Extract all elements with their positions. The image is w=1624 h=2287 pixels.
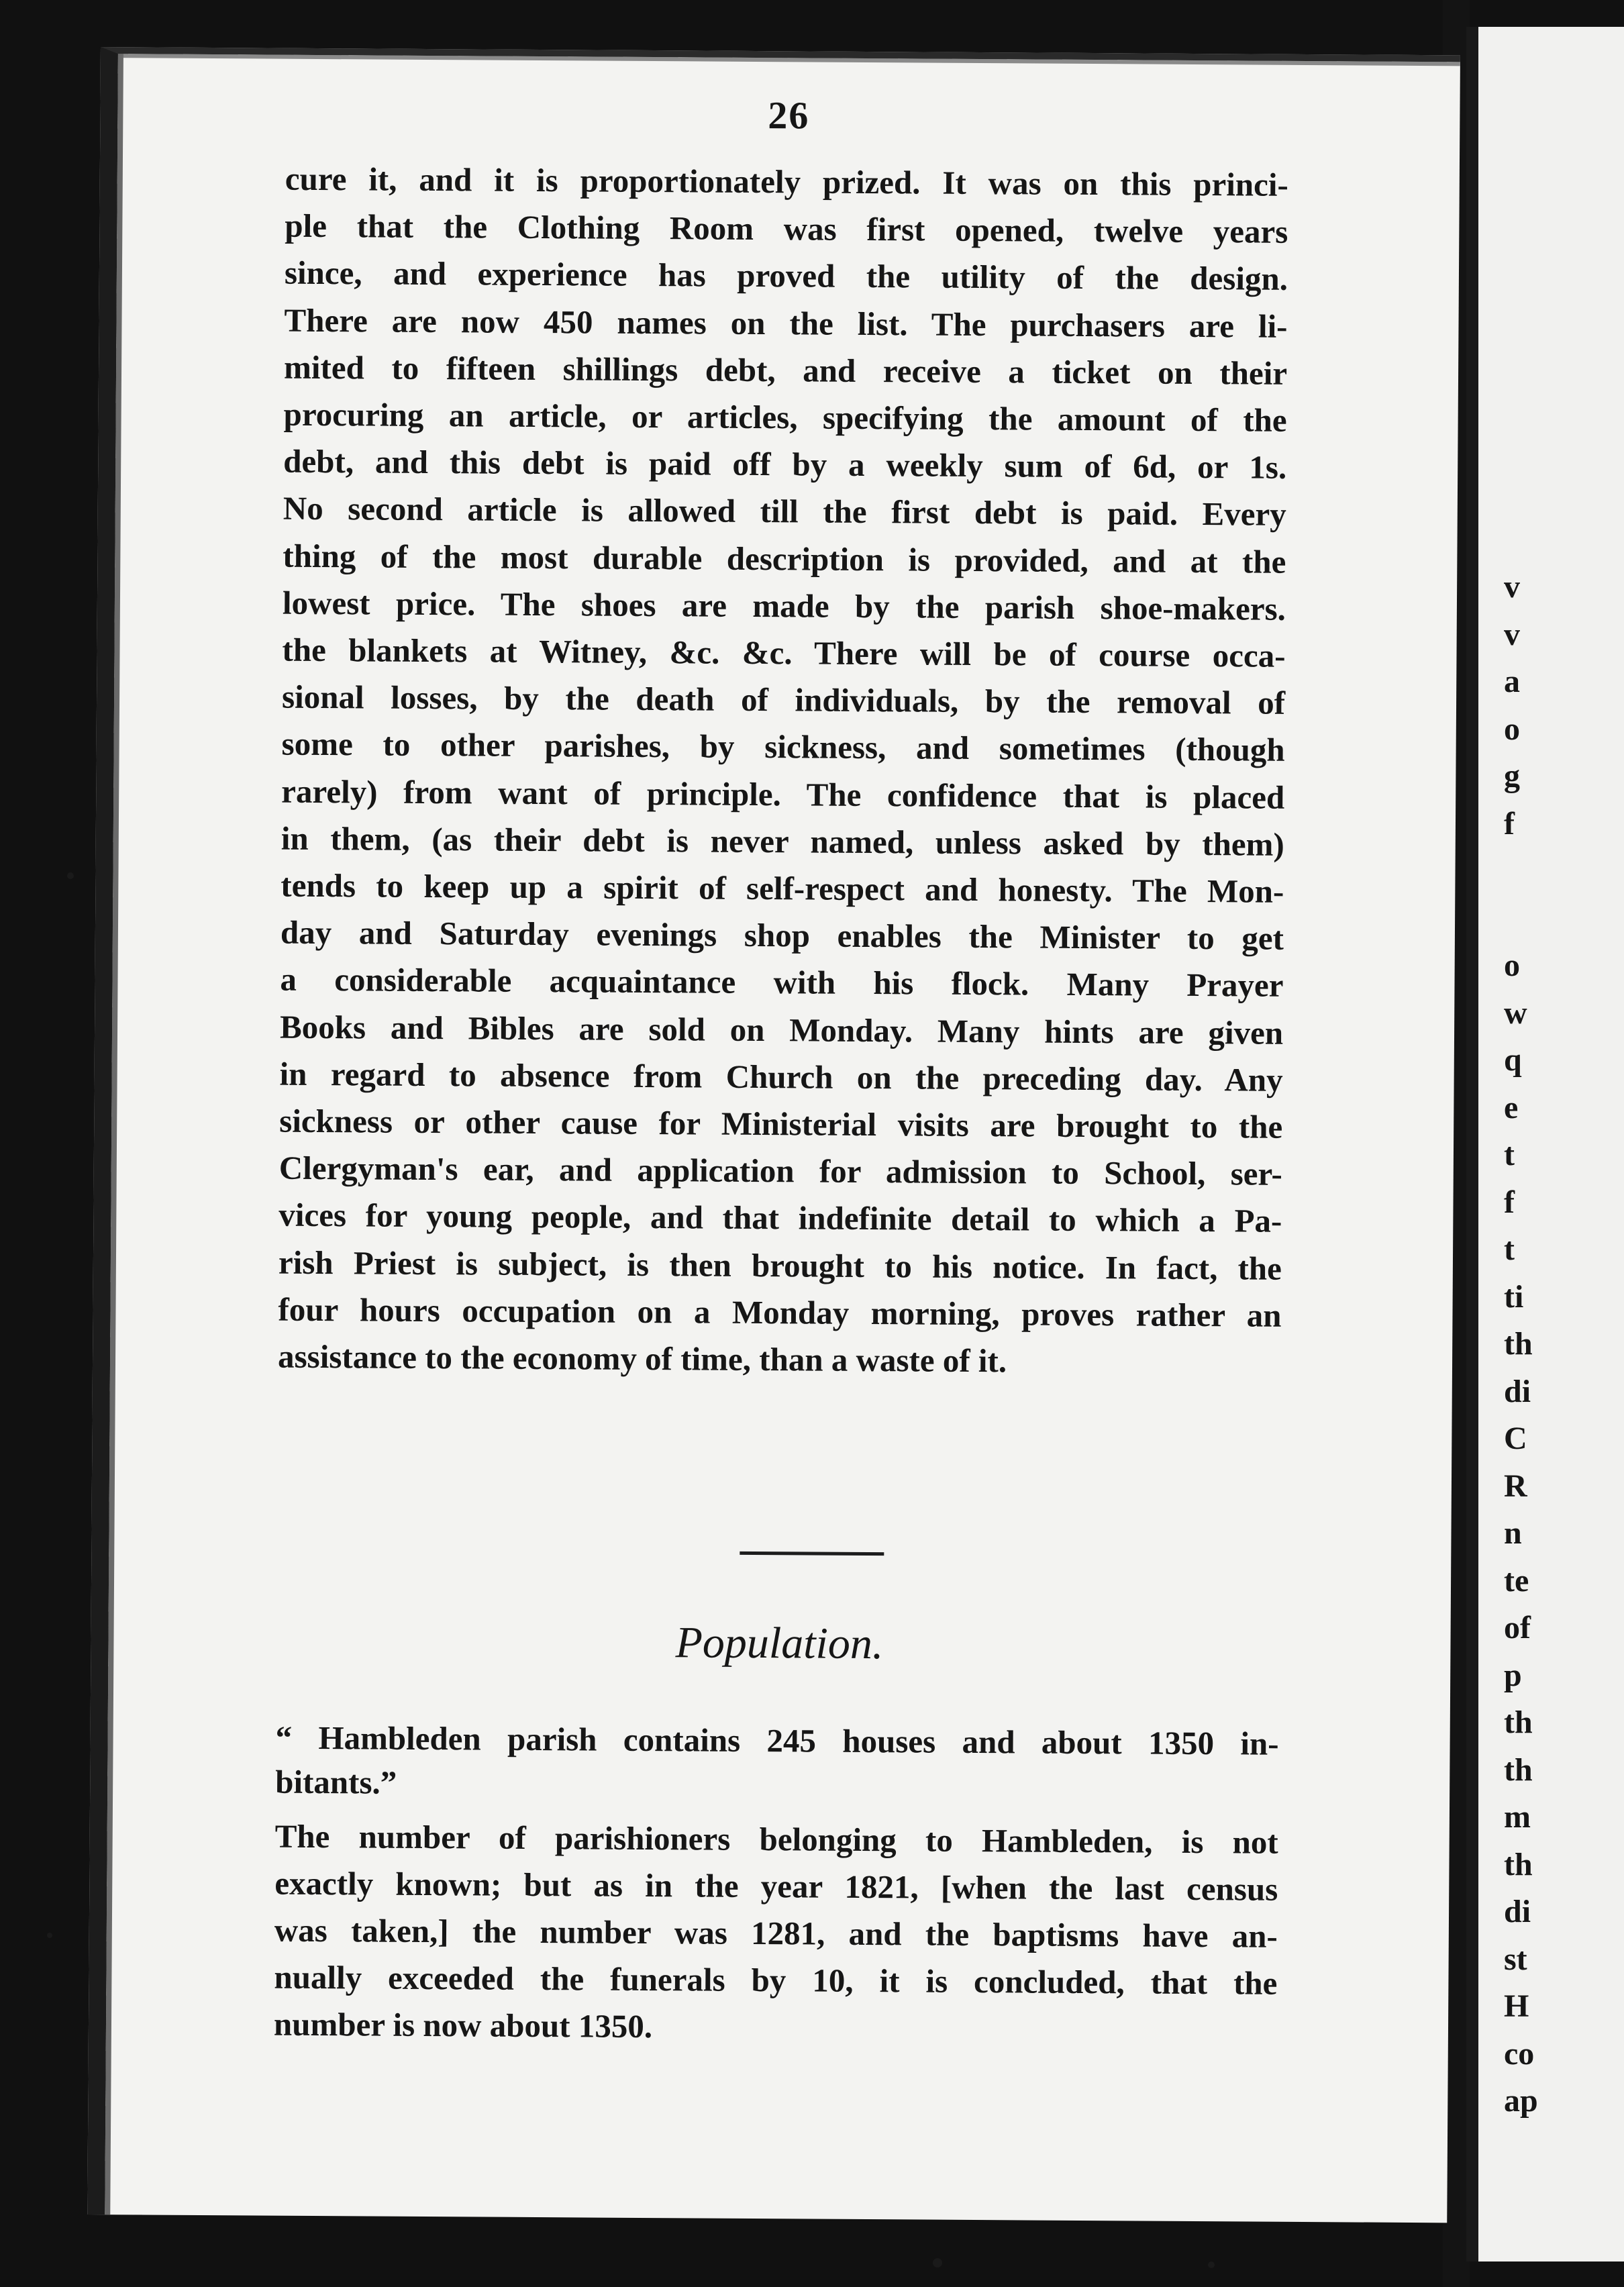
text-line: The number of parishioners belonging to Hambleden, is not — [274, 1817, 1278, 1861]
text-line: since, and experience has proved the utility of the design. — [284, 254, 1288, 298]
text-line: No second article is allowed till the first debt is paid. Every — [283, 490, 1286, 533]
text-line: was taken,] the number was 1281, and the baptisms have an- — [274, 1911, 1278, 1955]
text-line: ple that the Clothing Room was first opened, twelve years — [285, 207, 1288, 251]
text-line: There are now 450 names on the list. The purchasers are li- — [284, 301, 1288, 345]
text-line: nually exceeded the funerals by 10, it is concluded, that the — [274, 1958, 1278, 2002]
text-line: in regard to absence from Church on the preceding day. Any — [279, 1055, 1283, 1099]
text-line: debt, and this debt is paid off by a weekly sum of 6d, or 1s. — [283, 442, 1287, 487]
text-line: in them, (as their debt is never named, unless asked by them) — [281, 819, 1284, 863]
clothing-room-paragraph — [278, 156, 1288, 1386]
text-line: procuring an article, or articles, specifying the amount of the — [283, 395, 1287, 439]
text-line: sickness or other cause for Ministerial visits are brought to the — [279, 1102, 1283, 1146]
text-line: assistance to the economy of time, than a waste of it. — [277, 1337, 1007, 1380]
page-number: 26 — [768, 93, 810, 138]
text-line: some to other parishes, by sickness, and sometimes (though — [281, 725, 1285, 769]
scan-speck — [47, 1933, 52, 1938]
scan-speck — [67, 872, 74, 879]
text-line: exactly known; but as in the year 1821, [when the last census — [274, 1864, 1278, 1908]
scan-speck — [933, 2258, 942, 2268]
population-quote — [275, 1716, 1279, 1811]
text-line: “ Hambleden parish contains 245 houses and about 1350 in- — [275, 1719, 1279, 1762]
facing-page-fragment: v v a o g f o w q e t f t ti th di C R n te of p th th m th di st H co ap — [1504, 569, 1538, 2119]
text-line: Books and Bibles are sold on Monday. Many hints are given — [279, 1008, 1284, 1052]
text-line: rarely) from want of principle. The confidence that is placed — [281, 772, 1285, 816]
text-line: vices for young people, and that indefinite detail to which a Pa- — [278, 1197, 1282, 1240]
text-line: thing of the most durable description is provided, and at the — [283, 537, 1286, 580]
section-heading: Population. — [675, 1618, 884, 1669]
text-line: rish Priest is subject, is then brought to his notice. In fact, the — [278, 1243, 1282, 1287]
book-page-left — [87, 47, 1460, 2223]
text-line: cure it, and it is proportionately prized. It was on this princi- — [285, 160, 1288, 203]
text-line: Clergyman's ear, and application for admission to School, ser- — [278, 1149, 1282, 1193]
text-line: lowest price. The shoes are made by the parish shoe-makers. — [282, 584, 1286, 627]
book-page-right-edge — [1466, 27, 1624, 2261]
section-divider-rule — [740, 1552, 884, 1556]
text-line: sional losses, by the death of individuals, by the removal of — [281, 678, 1286, 722]
population-paragraph — [274, 1813, 1278, 2054]
text-line: day and Saturday evenings shop enables the Minister to get — [280, 913, 1284, 958]
text-line: number is now about 1350. — [273, 2005, 653, 2045]
text-line: four hours occupation on a Monday morning, proves rather an — [278, 1290, 1282, 1334]
text-line: the blankets at Witney, &c. &c. There will be of course occa- — [282, 631, 1286, 674]
text-line: bitants.” — [275, 1763, 397, 1801]
scan-speck — [1208, 2261, 1215, 2268]
text-line: tends to keep up a spirit of self-respect and honesty. The Mon- — [281, 866, 1284, 910]
text-line: mited to fifteen shillings debt, and receive a ticket on their — [283, 348, 1288, 392]
text-line: a considerable acquaintance with his flock. Many Prayer — [280, 961, 1284, 1005]
